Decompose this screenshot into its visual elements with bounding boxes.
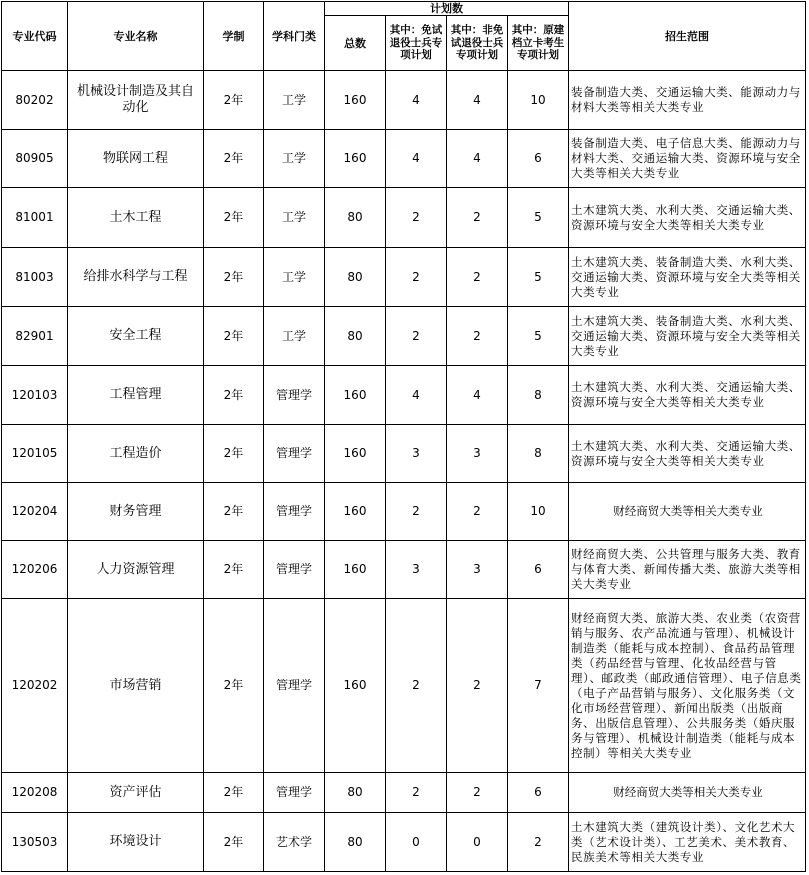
major-name: 资产评估 bbox=[68, 773, 204, 813]
plan-veteran-nonexempt: 2 bbox=[447, 188, 508, 248]
table-row bbox=[2, 130, 806, 188]
plan-veteran-exempt: 2 bbox=[386, 599, 447, 773]
plan-total: 80 bbox=[325, 813, 386, 872]
study-years: 2年 bbox=[204, 425, 264, 483]
enrollment-scope: 土木建筑大类（建筑设计类）、文化艺术大类（艺术设计类）、工艺美术、美术教育、民族美术等相关大类专业 bbox=[569, 813, 806, 872]
plan-veteran-exempt: 4 bbox=[386, 71, 447, 130]
major-name: 机械设计制造及其自动化 bbox=[68, 71, 204, 130]
major-name: 环境设计 bbox=[68, 813, 204, 872]
plan-veteran-nonexempt: 4 bbox=[447, 130, 508, 188]
major-name: 土木工程 bbox=[68, 188, 204, 248]
plan-veteran-exempt: 2 bbox=[386, 248, 447, 307]
study-years: 2年 bbox=[204, 813, 264, 872]
plan-veteran-nonexempt: 0 bbox=[447, 813, 508, 872]
header-plan-group: 计划数 bbox=[325, 2, 569, 16]
table-row bbox=[2, 188, 806, 248]
plan-poverty: 10 bbox=[508, 483, 569, 541]
plan-veteran-nonexempt: 2 bbox=[447, 248, 508, 307]
table-row bbox=[2, 71, 806, 130]
plan-poverty: 6 bbox=[508, 773, 569, 813]
study-years: 2年 bbox=[204, 71, 264, 130]
enrollment-scope: 财经商贸大类、公共管理与服务大类、教育与体育大类、新闻传播大类、旅游大类等相关大类专业 bbox=[569, 541, 806, 599]
major-code: 120204 bbox=[2, 483, 68, 541]
header-scope: 招生范围 bbox=[569, 2, 806, 71]
table-row bbox=[2, 773, 806, 813]
plan-total: 80 bbox=[325, 773, 386, 813]
study-years: 2年 bbox=[204, 541, 264, 599]
plan-veteran-nonexempt: 2 bbox=[447, 307, 508, 366]
enrollment-plan-table bbox=[1, 1, 806, 872]
header-name: 专业名称 bbox=[68, 2, 204, 71]
study-years: 2年 bbox=[204, 307, 264, 366]
study-years: 2年 bbox=[204, 773, 264, 813]
header-poverty: 其中：原建档立卡考生专项计划 bbox=[508, 16, 569, 71]
study-years: 2年 bbox=[204, 366, 264, 425]
table-header bbox=[2, 2, 806, 71]
study-years: 2年 bbox=[204, 130, 264, 188]
plan-veteran-exempt: 3 bbox=[386, 541, 447, 599]
study-years: 2年 bbox=[204, 599, 264, 773]
plan-poverty: 5 bbox=[508, 188, 569, 248]
enrollment-scope: 财经商贸大类等相关大类专业 bbox=[569, 773, 806, 813]
discipline-category: 工学 bbox=[264, 307, 325, 366]
plan-veteran-exempt: 3 bbox=[386, 425, 447, 483]
table-row bbox=[2, 541, 806, 599]
plan-veteran-exempt: 4 bbox=[386, 366, 447, 425]
plan-total: 80 bbox=[325, 248, 386, 307]
table-body bbox=[2, 71, 806, 872]
major-name: 财务管理 bbox=[68, 483, 204, 541]
major-name: 给排水科学与工程 bbox=[68, 248, 204, 307]
major-code: 120103 bbox=[2, 366, 68, 425]
study-years: 2年 bbox=[204, 188, 264, 248]
enrollment-scope: 土木建筑大类、水利大类、交通运输大类、资源环境与安全大类等相关大类专业 bbox=[569, 366, 806, 425]
plan-veteran-nonexempt: 3 bbox=[447, 425, 508, 483]
header-years: 学制 bbox=[204, 2, 264, 71]
enrollment-scope: 财经商贸大类、旅游大类、农业类（农资营销与服务、农产品流通与管理）、机械设计制造类（能耗与成本控制）、食品药品管理类（药品经营与管理、化妆品经营与管理）、邮政类（邮政通信管理）、电子信息类（电子产品营销与服务）、文化服务类（文化市场经营管理）、新闻出版类（出版商务、出版信息管理）、公共服务类（婚庆服务与管理）、机械设计制造类（能耗与成本控制）等相关大类专业 bbox=[569, 599, 806, 773]
plan-poverty: 5 bbox=[508, 248, 569, 307]
discipline-category: 工学 bbox=[264, 71, 325, 130]
discipline-category: 管理学 bbox=[264, 541, 325, 599]
plan-poverty: 5 bbox=[508, 307, 569, 366]
major-code: 80905 bbox=[2, 130, 68, 188]
discipline-category: 工学 bbox=[264, 248, 325, 307]
enrollment-scope: 土木建筑大类、水利大类、交通运输大类、资源环境与安全大类等相关大类专业 bbox=[569, 425, 806, 483]
plan-poverty: 8 bbox=[508, 366, 569, 425]
discipline-category: 工学 bbox=[264, 130, 325, 188]
table-row bbox=[2, 307, 806, 366]
table-row bbox=[2, 425, 806, 483]
header-total: 总数 bbox=[325, 16, 386, 71]
plan-total: 80 bbox=[325, 307, 386, 366]
enrollment-scope: 装备制造大类、电子信息大类、能源动力与材料大类、交通运输大类、资源环境与安全大类等相关大类专业 bbox=[569, 130, 806, 188]
plan-veteran-exempt: 4 bbox=[386, 130, 447, 188]
header-veteran-nonexempt: 其中：非免试退役士兵专项计划 bbox=[447, 16, 508, 71]
major-code: 120202 bbox=[2, 599, 68, 773]
plan-poverty: 6 bbox=[508, 130, 569, 188]
plan-veteran-exempt: 2 bbox=[386, 773, 447, 813]
enrollment-scope: 财经商贸大类等相关大类专业 bbox=[569, 483, 806, 541]
major-code: 81003 bbox=[2, 248, 68, 307]
plan-total: 80 bbox=[325, 188, 386, 248]
header-veteran-exempt: 其中：免试退役士兵专项计划 bbox=[386, 16, 447, 71]
study-years: 2年 bbox=[204, 248, 264, 307]
major-name: 人力资源管理 bbox=[68, 541, 204, 599]
plan-veteran-exempt: 2 bbox=[386, 483, 447, 541]
enrollment-scope: 土木建筑大类、装备制造大类、水利大类、交通运输大类、资源环境与安全大类等相关大类专业 bbox=[569, 248, 806, 307]
enrollment-scope: 土木建筑大类、装备制造大类、水利大类、交通运输大类、资源环境与安全大类等相关大类专业 bbox=[569, 307, 806, 366]
plan-total: 160 bbox=[325, 483, 386, 541]
discipline-category: 管理学 bbox=[264, 599, 325, 773]
plan-poverty: 8 bbox=[508, 425, 569, 483]
discipline-category: 艺术学 bbox=[264, 813, 325, 872]
major-name: 工程造价 bbox=[68, 425, 204, 483]
plan-veteran-exempt: 2 bbox=[386, 307, 447, 366]
plan-veteran-nonexempt: 3 bbox=[447, 541, 508, 599]
discipline-category: 管理学 bbox=[264, 425, 325, 483]
plan-total: 160 bbox=[325, 599, 386, 773]
table-row bbox=[2, 366, 806, 425]
major-name: 工程管理 bbox=[68, 366, 204, 425]
plan-veteran-nonexempt: 4 bbox=[447, 71, 508, 130]
table-row bbox=[2, 599, 806, 773]
major-code: 81001 bbox=[2, 188, 68, 248]
plan-veteran-nonexempt: 2 bbox=[447, 599, 508, 773]
plan-total: 160 bbox=[325, 541, 386, 599]
discipline-category: 管理学 bbox=[264, 483, 325, 541]
plan-veteran-exempt: 0 bbox=[386, 813, 447, 872]
plan-total: 160 bbox=[325, 366, 386, 425]
major-code: 82901 bbox=[2, 307, 68, 366]
plan-veteran-nonexempt: 4 bbox=[447, 366, 508, 425]
major-name: 物联网工程 bbox=[68, 130, 204, 188]
table-row bbox=[2, 813, 806, 872]
plan-total: 160 bbox=[325, 130, 386, 188]
plan-veteran-exempt: 2 bbox=[386, 188, 447, 248]
header-code: 专业代码 bbox=[2, 2, 68, 71]
enrollment-scope: 土木建筑大类、水利大类、交通运输大类、资源环境与安全大类等相关大类专业 bbox=[569, 188, 806, 248]
plan-poverty: 2 bbox=[508, 813, 569, 872]
plan-veteran-nonexempt: 2 bbox=[447, 483, 508, 541]
discipline-category: 管理学 bbox=[264, 773, 325, 813]
discipline-category: 管理学 bbox=[264, 366, 325, 425]
major-name: 安全工程 bbox=[68, 307, 204, 366]
plan-total: 160 bbox=[325, 425, 386, 483]
major-code: 120105 bbox=[2, 425, 68, 483]
major-code: 130503 bbox=[2, 813, 68, 872]
study-years: 2年 bbox=[204, 483, 264, 541]
discipline-category: 工学 bbox=[264, 188, 325, 248]
major-code: 120206 bbox=[2, 541, 68, 599]
table-row bbox=[2, 248, 806, 307]
major-name: 市场营销 bbox=[68, 599, 204, 773]
plan-poverty: 10 bbox=[508, 71, 569, 130]
plan-poverty: 7 bbox=[508, 599, 569, 773]
plan-total: 160 bbox=[325, 71, 386, 130]
enrollment-scope: 装备制造大类、交通运输大类、能源动力与材料大类等相关大类专业 bbox=[569, 71, 806, 130]
major-code: 80202 bbox=[2, 71, 68, 130]
plan-veteran-nonexempt: 2 bbox=[447, 773, 508, 813]
table-row bbox=[2, 483, 806, 541]
header-category: 学科门类 bbox=[264, 2, 325, 71]
major-code: 120208 bbox=[2, 773, 68, 813]
plan-poverty: 6 bbox=[508, 541, 569, 599]
